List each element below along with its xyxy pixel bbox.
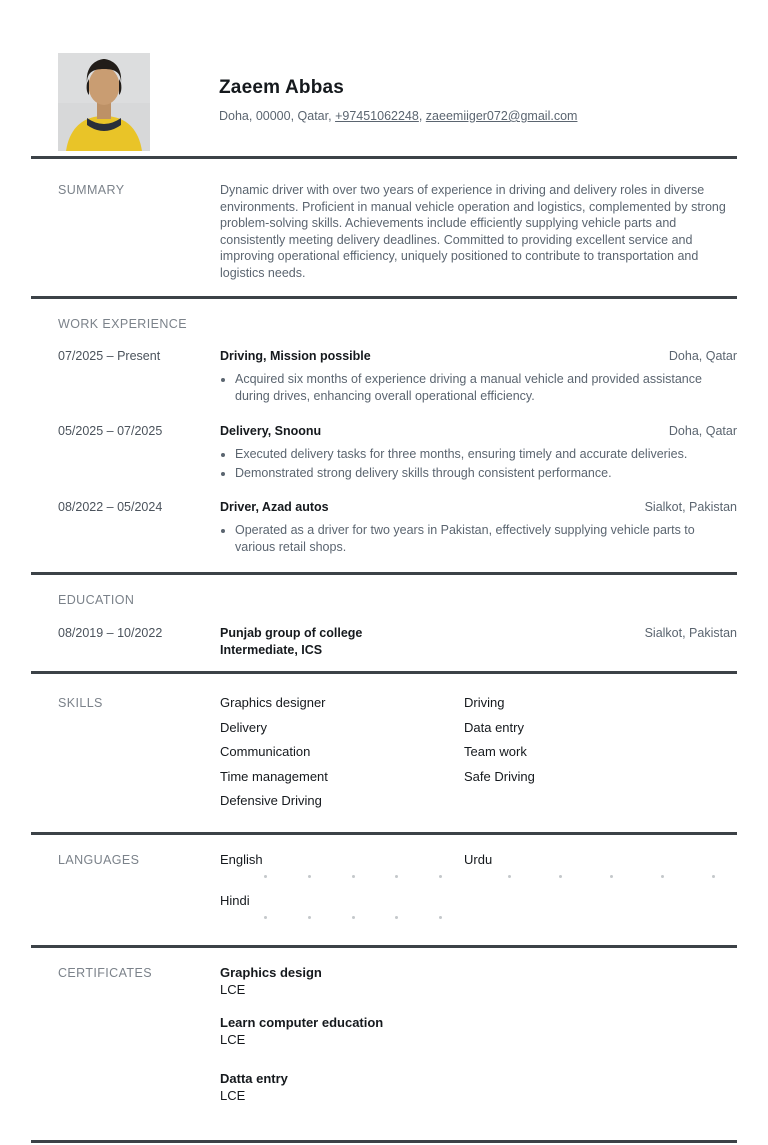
- candidate-name: Zaeem Abbas: [219, 77, 345, 98]
- profile-photo: [58, 53, 150, 151]
- education-section: [31, 575, 737, 671]
- skill-item: Defensive Driving: [220, 793, 322, 808]
- contact-separator: ,: [418, 109, 426, 123]
- certificates-list: [220, 965, 737, 1105]
- summary-section: [31, 159, 737, 296]
- skill-item: Team work: [464, 744, 527, 759]
- work-bullet: • Executed delivery tasks for three months, ensuring timely and accurate deliveries.: [235, 446, 737, 463]
- skills-section: [31, 674, 737, 832]
- work-bullet: • Demonstrated strong delivery skills through consistent performance.: [235, 465, 737, 482]
- work-entry-dates: 05/2025 – 07/2025: [58, 424, 163, 438]
- education-location: Sialkot, Pakistan: [644, 626, 737, 640]
- education-label: EDUCATION: [58, 593, 135, 607]
- language-level-dots: [464, 875, 737, 878]
- education-entry-head: [220, 625, 737, 641]
- work-entry-head: [220, 348, 737, 364]
- certificate-title: Learn computer education: [220, 1015, 384, 1030]
- work-entry-location: Doha, Qatar: [668, 424, 737, 438]
- work-experience-section: [31, 299, 737, 572]
- work-entry-bullets: [220, 446, 737, 481]
- language-name: English: [220, 851, 263, 867]
- certificate-title: Graphics design: [220, 964, 322, 980]
- education-entry-dates: 08/2019 – 10/2022: [58, 626, 163, 640]
- work-entry-bullets: [220, 371, 737, 404]
- certificate-issuer: LCE: [220, 1087, 246, 1103]
- certificate-item: [220, 965, 737, 999]
- phone-link[interactable]: +97451062248: [335, 109, 419, 123]
- work-entry-body: [220, 423, 737, 483]
- work-entry-body: [220, 348, 737, 406]
- skill-item: Delivery: [220, 719, 267, 735]
- contact-line: [219, 109, 577, 123]
- skill-item: Data entry: [464, 719, 524, 735]
- languages-columns: [220, 852, 737, 934]
- work-entry-bullets: [220, 522, 737, 555]
- skill-item: Driving: [464, 695, 505, 710]
- summary-text: Dynamic driver with over two years of experience in driving and delivery roles in diverse environments. Proficient in manual vehicle operation and logistics, complemented by strong problem-solving skills. Achievements include efficiently supplying vehicle parts and consistently meeting delivery deadlines. Committed to providing excellent service and improving operational efficiency, uniquely positioned to contribute to transportation and logistics needs.: [220, 183, 726, 280]
- language-level-dots: [220, 875, 464, 878]
- work-entry-head: [220, 423, 737, 439]
- language-name: Urdu: [464, 851, 493, 867]
- education-degree: Intermediate, ICS: [220, 643, 323, 657]
- certificate-title: Datta entry: [220, 1070, 288, 1086]
- work-bullet: • Operated as a driver for two years in Pakistan, effectively supplying vehicle parts to various retail shops.: [235, 522, 737, 555]
- skill-item: Safe Driving: [464, 768, 535, 784]
- work-entry-body: [220, 499, 737, 557]
- language-item: [464, 852, 737, 878]
- skill-item: Graphics designer: [220, 695, 326, 710]
- education-school: Punjab group of college: [220, 626, 363, 640]
- work-entry: [58, 348, 737, 406]
- header-text: [219, 53, 577, 156]
- skills-columns: [220, 695, 737, 818]
- skill-item: Time management: [220, 768, 328, 784]
- work-entry: [58, 423, 737, 483]
- work-bullet: • Acquired six months of experience driving a manual vehicle and provided assistance during drives, enhancing overall operational efficiency.: [235, 371, 737, 404]
- work-entry-title: Delivery, Snoonu: [220, 424, 322, 438]
- education-entry-body: [220, 625, 737, 659]
- certificate-item: [220, 1071, 737, 1105]
- work-entry-head: [220, 499, 737, 515]
- email-link[interactable]: zaeemiiger072@gmail.com: [425, 109, 578, 123]
- skill-item: Communication: [220, 744, 311, 759]
- contact-address: Doha, 00000, Qatar,: [219, 109, 336, 123]
- languages-section: [31, 835, 737, 945]
- language-level-dots: [220, 916, 464, 919]
- language-item: [220, 852, 464, 878]
- certificate-issuer: LCE: [220, 1032, 246, 1047]
- work-entry-dates: 08/2022 – 05/2024: [58, 500, 163, 514]
- work-entry-title: Driving, Mission possible: [220, 349, 371, 363]
- work-entry-location: Sialkot, Pakistan: [644, 500, 737, 514]
- language-item: [220, 893, 464, 919]
- resume-header: [0, 0, 768, 156]
- certificate-item: [220, 1015, 737, 1049]
- languages-label: LANGUAGES: [58, 852, 140, 867]
- divider-bottom: [31, 1140, 737, 1143]
- work-entry-dates: 07/2025 – Present: [58, 349, 161, 363]
- certificates-section: [31, 948, 737, 1141]
- work-entry-location: Doha, Qatar: [668, 349, 737, 363]
- work-experience-label: WORK EXPERIENCE: [58, 317, 187, 331]
- language-name: Hindi: [220, 892, 250, 908]
- skills-column-1: [220, 695, 464, 818]
- profile-photo-image: [58, 53, 150, 151]
- summary-label: SUMMARY: [58, 183, 125, 197]
- work-entry: [58, 499, 737, 557]
- skills-label: SKILLS: [58, 696, 103, 710]
- skills-column-2: [464, 695, 737, 818]
- language-empty-cell: [464, 893, 737, 934]
- certificates-label: CERTIFICATES: [58, 965, 152, 980]
- certificate-issuer: LCE: [220, 981, 246, 997]
- work-entry-title: Driver, Azad autos: [220, 500, 329, 514]
- education-entry: [58, 625, 737, 659]
